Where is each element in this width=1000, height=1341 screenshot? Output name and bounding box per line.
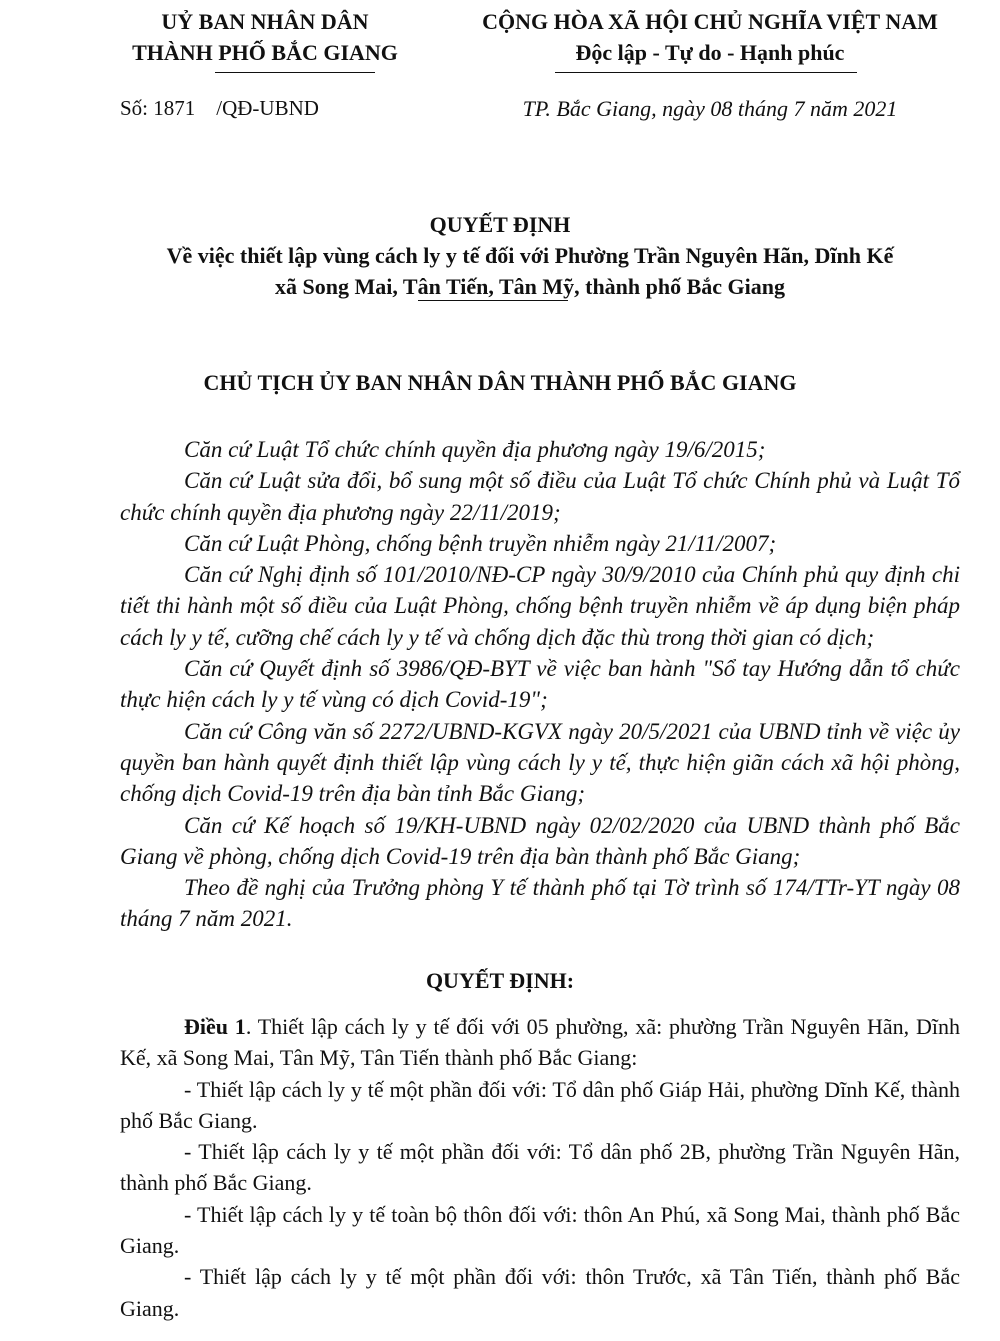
legal-basis: Căn cứ Công văn số 2272/UBND-KGVX ngày 20/5/2021 của UBND tỉnh về việc ủy quyền ban hành quyết định thiết lập vùng cách ly y tế, thực hiện giãn cách xã hội phòng, chống dịch Covid-19 trên địa bàn tỉnh Bắc Giang;: [120, 718, 960, 807]
legal-basis: Căn cứ Luật Phòng, chống bệnh truyền nhiễm ngày 21/11/2007;: [184, 530, 777, 556]
agency-line-2: THÀNH PHỐ BẮC GIANG: [132, 40, 398, 65]
legal-basis: Căn cứ Kế hoạch số 19/KH-UBND ngày 02/02/2020 của UBND thành phố Bắc Giang về phòng, chống dịch Covid-19 trên địa bàn thành phố Bắc Giang;: [120, 812, 960, 869]
document-subtitle: [95, 240, 965, 302]
national-header: [440, 6, 980, 68]
nation-line-1: CỘNG HÒA XÃ HỘI CHỦ NGHĨA VIỆT NAM: [482, 9, 938, 34]
legal-basis: Căn cứ Quyết định số 3986/QĐ-BYT về việc ban hành "Sổ tay Hướng dẫn tổ chức thực hiện cách ly y tế vùng có dịch Covid-19";: [120, 656, 960, 713]
document-number: Số: 1871 /QĐ-UBND: [120, 96, 319, 120]
article-1: [120, 1011, 960, 1324]
agency-underline: [215, 72, 375, 73]
legal-basis: Căn cứ Luật Tổ chức chính quyền địa phương ngày 19/6/2015;: [184, 437, 766, 462]
legal-bases: [120, 434, 960, 935]
motto-underline: [555, 72, 857, 73]
article-1-item: - Thiết lập cách ly y tế một phần đối với: Tổ dân phố Giáp Hải, phường Dĩnh Kế, thành phố Bắc Giang.: [120, 1076, 960, 1133]
legal-basis: Căn cứ Luật sửa đổi, bổ sung một số điều của Luật Tổ chức Chính phủ và Luật Tổ chức chính quyền địa phương ngày 22/11/2019;: [120, 468, 960, 525]
document-title: QUYẾT ĐỊNH: [429, 212, 571, 237]
title-underline: [418, 300, 568, 301]
legal-basis: Căn cứ Nghị định số 101/2010/NĐ-CP ngày 30/9/2010 của Chính phủ quy định chi tiết thi hành một số điều của Luật Phòng, chống bệnh truyền nhiễm về áp dụng biện pháp cách ly y tế, cưỡng chế cách ly y tế và chống dịch đặc thù trong thời gian có dịch;: [120, 562, 960, 650]
place-date: TP. Bắc Giang, ngày 08 tháng 7 năm 2021: [522, 96, 898, 121]
agency-line-1: UỶ BAN NHÂN DÂN: [161, 9, 369, 34]
article-1-item: - Thiết lập cách ly y tế một phần đối với: thôn Trước, xã Tân Tiến, thành phố Bắc Giang.: [120, 1264, 960, 1321]
subtitle-line-1: Về việc thiết lập vùng cách ly y tế đối với Phường Trần Nguyên Hãn, Dĩnh Kế: [166, 243, 894, 268]
article-1-intro: [120, 1011, 960, 1074]
authority-heading: CHỦ TỊCH ỦY BAN NHÂN DÂN THÀNH PHỐ BẮC GIANG: [203, 370, 797, 395]
nation-line-2: Độc lập - Tự do - Hạnh phúc: [575, 40, 845, 65]
article-1-item: - Thiết lập cách ly y tế một phần đối với: Tổ dân phố 2B, phường Trần Nguyên Hãn, thành phố Bắc Giang.: [120, 1139, 960, 1196]
subtitle-line-2: xã Song Mai, Tân Tiến, Tân Mỹ, thành phố Bắc Giang: [274, 274, 786, 299]
article-1-text: . Thiết lập cách ly y tế đối với 05 phường, xã: phường Trần Nguyên Hãn, Dĩnh Kế, xã Song Mai, Tân Mỹ, Tân Tiến thành phố Bắc Giang:: [120, 1014, 960, 1071]
article-1-label: Điều 1: [184, 1014, 246, 1039]
decision-heading: QUYẾT ĐỊNH:: [425, 968, 575, 993]
agency-header: [100, 6, 430, 68]
legal-basis: Theo đề nghị của Trưởng phòng Y tế thành phố tại Tờ trình số 174/TTr-YT ngày 08 tháng 7 năm 2021.: [120, 875, 960, 932]
article-1-item: - Thiết lập cách ly y tế toàn bộ thôn đối với: thôn An Phú, xã Song Mai, thành phố Bắc Giang.: [120, 1201, 960, 1259]
